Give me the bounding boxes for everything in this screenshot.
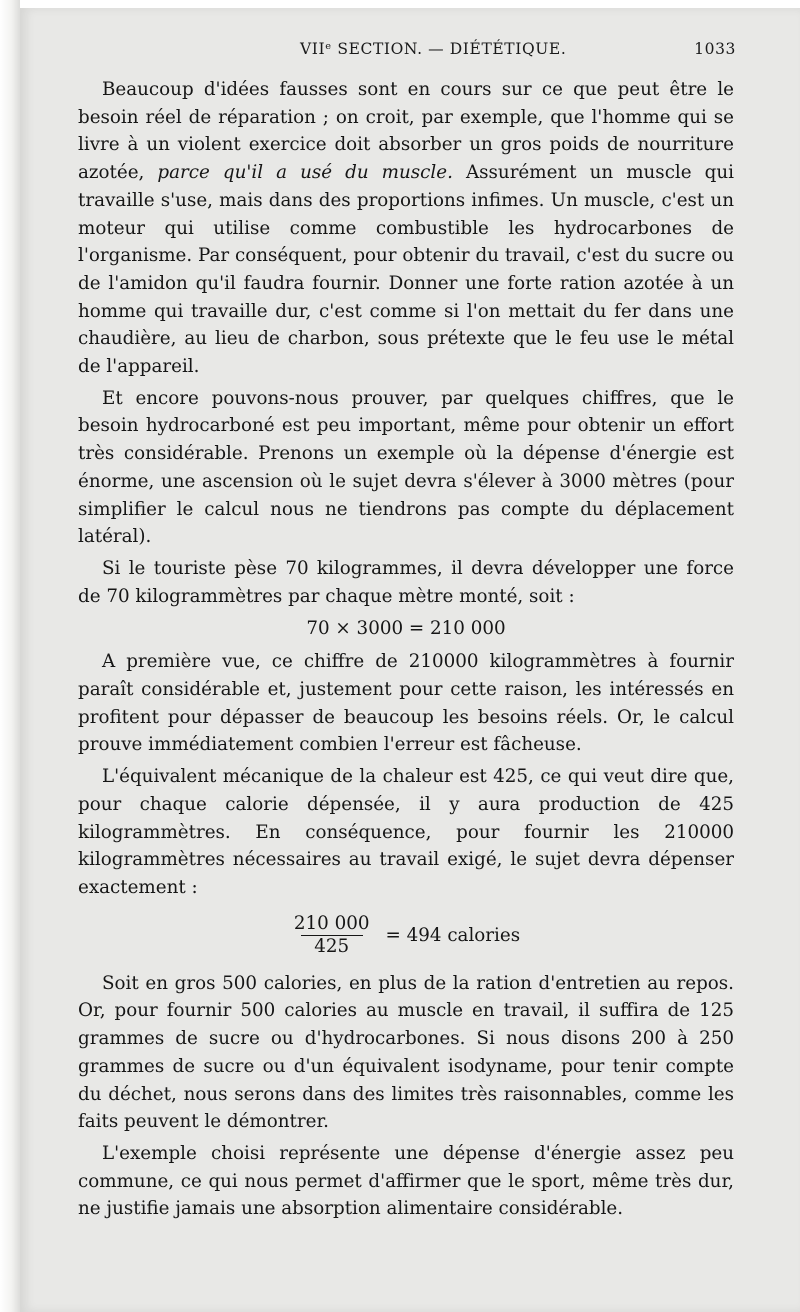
- paragraph: L'exemple choisi représente une dépense d'énergie assez peu commune, ce qui nous permet d'affirmer que le sport, même très dur, ne justifie jamais une absorption alimentaire considérable.: [78, 1142, 734, 1220]
- equation-calories: [78, 910, 734, 962]
- paragraph: Soit en gros 500 calories, en plus de la ration d'entretien au repos. Or, pour fournir 500 calories au muscle en travail, il suffira de 125 grammes de sucre ou d'hydrocarbones. Si nous disons 200 à 250 grammes de sucre ou d'un équivalent isodyname, pour tenir compte du déchet, nous serons dans des limites très raisonnables, comme les faits peuvent le démontrer.: [78, 972, 734, 1133]
- page-body: [78, 76, 734, 1227]
- paragraph: A première vue, ce chiffre de 210000 kilogrammètres à fournir paraît considérable et, justement pour cette raison, les intéressés en profitent pour dépasser de beaucoup les besoins réels. Or, le calcul prouve immédiatement combien l'erreur est fâcheuse.: [78, 651, 734, 756]
- fraction-numerator: 210 000: [293, 912, 370, 934]
- paragraph-text: Beaucoup d'idées fausses sont en cours sur ce que peut être le besoin réel de réparation ; on croit, par exemple, que l'homme qui se livre à un violent exercice doit absorber un gros poids de nourriture azotée,: [78, 79, 734, 184]
- fraction-denominator: 425: [314, 936, 350, 958]
- equation-result: = 494 calories: [385, 924, 521, 946]
- paragraph: Si le touriste pèse 70 kilogrammes, il devra développer une force de 70 kilogrammètres par chaque mètre monté, soit :: [78, 557, 734, 607]
- running-title: VIIᵉ SECTION. — DIÉTÉTIQUE.: [300, 40, 567, 58]
- equation-work: 70 × 3000 = 210 000: [306, 618, 506, 640]
- paragraph: L'équivalent mécanique de la chaleur est 425, ce qui veut dire que, pour chaque calorie dépensée, il y aura production de 425 kilogrammètres. En conséquence, pour fournir les 210000 kilogrammètres nécessaires au travail exigé, le sujet devra dépenser exactement :: [78, 766, 734, 898]
- emphasis-text: parce qu'il a usé du muscle.: [157, 162, 453, 184]
- paragraph-text: Assurément un muscle qui travaille s'use, mais dans des proportions infimes. Un muscle, c'est un moteur qui utilise comme combustible les hydrocarbones de l'organisme. Par conséquent, pour obtenir du travail, c'est du sucre ou de l'amidon qu'il faudra fournir. Donner une forte ration azotée à un homme qui travaille dur, c'est comme si l'on mettait du fer dans une chaudière, au lieu de charbon, sous prétexte que le feu use le métal de l'appareil.: [78, 162, 734, 378]
- page-gutter: [0, 0, 20, 1312]
- paragraph: [78, 76, 734, 381]
- fraction: [292, 913, 372, 959]
- paragraph: Et encore pouvons-nous prouver, par quelques chiffres, que le besoin hydrocarboné est peu important, même pour obtenir un effort très considérable. Prenons un exemple où la dépense d'énergie est énorme, une ascension où le sujet devra s'élever à 3000 mètres (pour simplifier le calcul nous ne tiendrons pas compte du déplacement latéral).: [78, 387, 734, 548]
- page-header: [0, 40, 800, 66]
- page-number: 1033: [694, 40, 736, 58]
